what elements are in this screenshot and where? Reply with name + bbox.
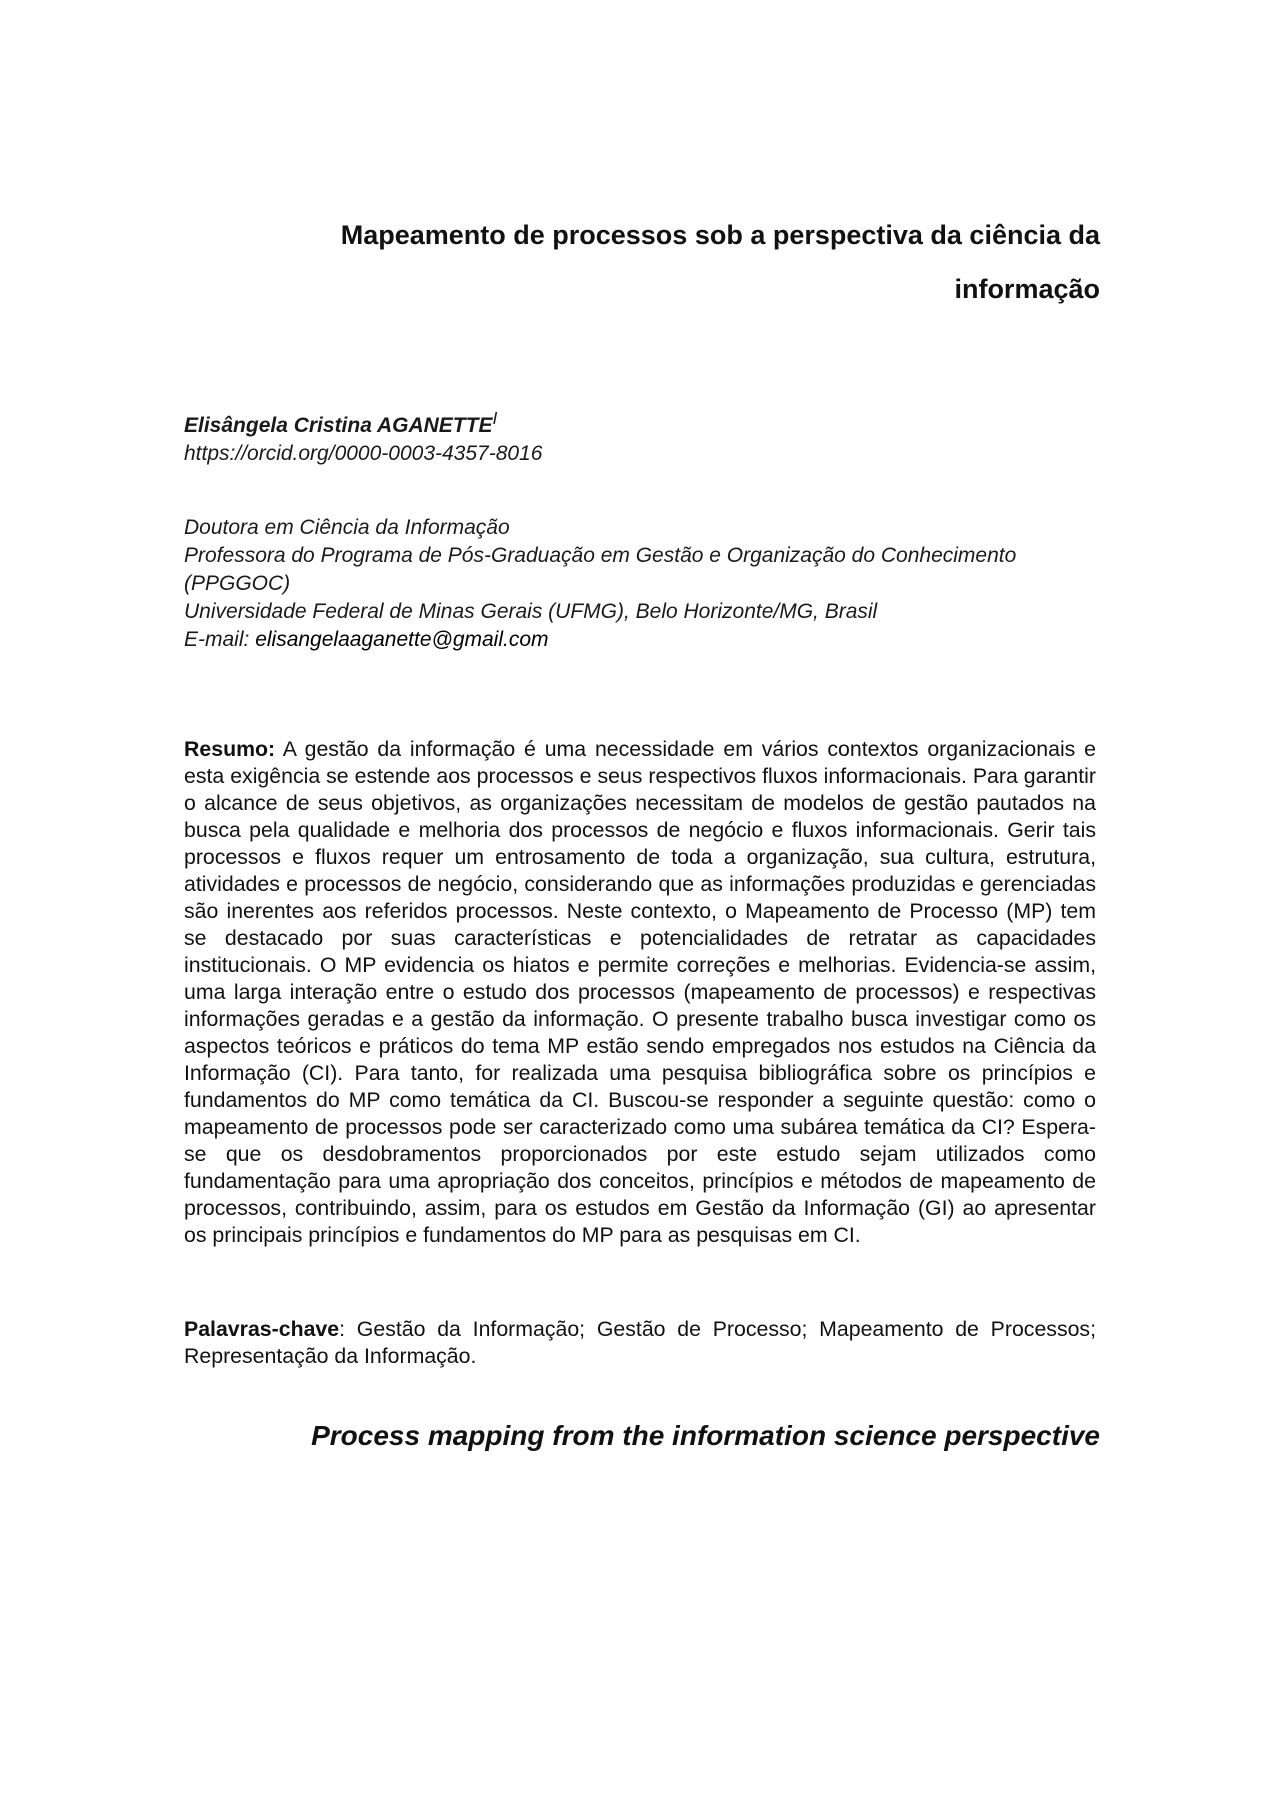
affiliation-position: Professora do Programa de Pós-Graduação em Gestão e Organização do Conhecimento (PPGGOC) — [184, 544, 1017, 595]
keywords-label: Palavras-chave — [184, 1317, 340, 1341]
abstract-label: Resumo: — [184, 737, 276, 761]
affiliation-institution: Universidade Federal de Minas Gerais (UFMG), Belo Horizonte/MG, Brasil — [184, 600, 878, 623]
english-title: Process mapping from the information science perspective — [311, 1420, 1100, 1451]
abstract-paragraph — [184, 736, 1096, 1249]
affiliation-degree: Doutora em Ciência da Informação — [184, 516, 510, 539]
author-name: Elisângela Cristina AGANETTE — [184, 414, 493, 437]
affiliation-block — [184, 514, 1084, 654]
abstract-text: A gestão da informação é uma necessidade em vários contextos organizacionais e esta exigência se estende aos processos e seus respectivos fluxos informacionais. Para garantir o alcance de seus objetivos, as organizações necessitam de modelos de gestão pautados na busca pela qualidade e melhoria dos processos de negócio e fluxos informacionais. Gerir tais processos e fluxos requer um entrosamento de toda a organização, sua cultura, estrutura, atividades e processos de negócio, considerando que as informações produzidas e gerenciadas são inerentes aos referidos processos. Neste contexto, o Mapeamento de Processo (MP) tem se destacado por suas características e potencialidades de retratar as capacidades institucionais. O MP evidencia os hiatos e permite correções e melhorias. Evidencia-se assim, uma larga interação entre o estudo dos processos (mapeamento de processos) e respectivas informações geradas e a gestão da informação. O presente trabalho busca investigar como os aspectos teóricos e práticos do tema MP estão sendo empregados nos estudos na Ciência da Informação (CI). Para tanto, for realizada uma pesquisa bibliográfica sobre os princípios e fundamentos do MP como temática da CI. Buscou-se responder a seguinte questão: como o mapeamento de processos pode ser caracterizado como uma subárea temática da CI? Espera-se que os desdobramentos proporcionados por este estudo sejam utilizados como fundamentação para uma apropriação dos conceitos, princípios e métodos de mapeamento de processos, contribuindo, assim, para os estudos em Gestão da Informação (GI) ao apresentar os principais princípios e fundamentos do MP para as pesquisas em CI. — [184, 737, 1096, 1247]
email-link[interactable]: elisangelaaganette@gmail.com — [255, 628, 549, 651]
author-block — [184, 404, 1084, 468]
keywords-text: : Gestão da Informação; Gestão de Processo; Mapeamento de Processos; Representação da Informação. — [184, 1317, 1096, 1368]
paper-title: Mapeamento de processos sob a perspectiva da ciência da informação — [340, 220, 1100, 304]
email-label: E-mail: — [184, 628, 256, 651]
affiliation-email-line — [184, 626, 1084, 654]
author-orcid[interactable]: https://orcid.org/0000-0003-4357-8016 — [184, 442, 543, 465]
keywords-paragraph — [184, 1316, 1096, 1370]
author-line — [184, 404, 1084, 440]
author-footnote-mark: I — [492, 408, 498, 428]
